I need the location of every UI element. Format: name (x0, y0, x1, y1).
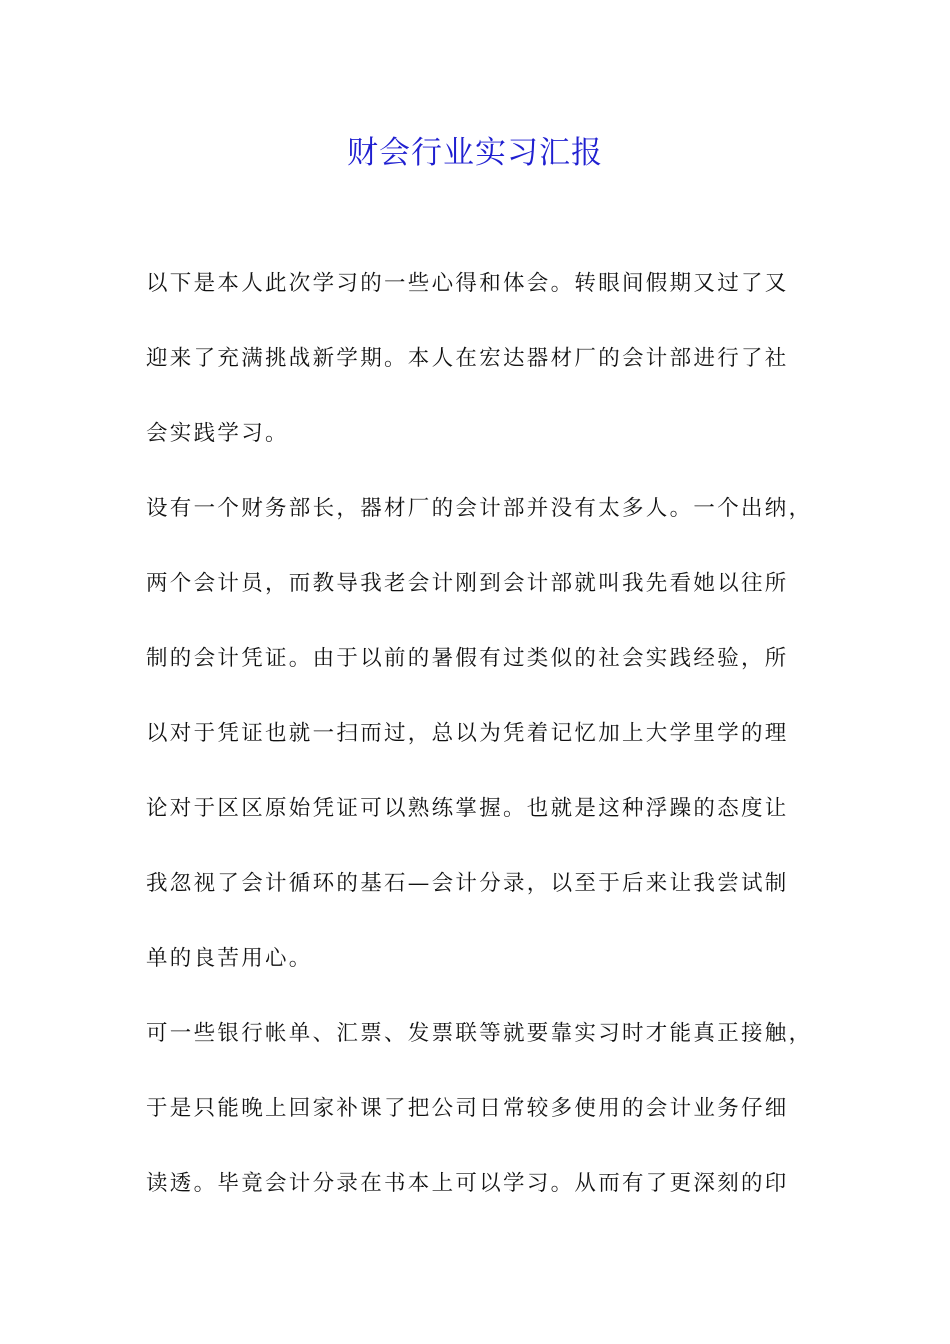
text-line: 读透。毕竟会计分录在书本上可以学习。从而有了更深刻的印 (146, 1171, 789, 1196)
text-line: 迎来了充满挑战新学期。本人在宏达器材厂的会计部进行了社 (146, 346, 789, 371)
text-line: 我忽视了会计循环的基石—会计分录，以至于后来让我尝试制 (146, 871, 789, 896)
text-line: 制的会计凭证。由于以前的暑假有过类似的社会实践经验，所 (146, 646, 789, 671)
text-line: 以下是本人此次学习的一些心得和体会。转眼间假期又过了又 (146, 271, 789, 296)
text-line: 以对于凭证也就一扫而过，总以为凭着记忆加上大学里学的理 (146, 721, 789, 746)
text-line: 设有一个财务部长，器材厂的会计部并没有太多人。一个出纳， (146, 496, 813, 521)
text-line: 单的良苦用心。 (146, 946, 313, 971)
document-body (146, 264, 813, 1239)
text-line: 可一些银行帐单、汇票、发票联等就要靠实习时才能真正接触， (146, 1021, 813, 1046)
text-line: 论对于区区原始凭证可以熟练掌握。也就是这种浮躁的态度让 (146, 796, 789, 821)
text-line: 会实践学习。 (146, 421, 289, 446)
text-line: 两个会计员，而教导我老会计刚到会计部就叫我先看她以往所 (146, 571, 789, 596)
text-line: 于是只能晚上回家补课了把公司日常较多使用的会计业务仔细 (146, 1096, 789, 1121)
document-title: 财会行业实习汇报 (347, 135, 603, 171)
